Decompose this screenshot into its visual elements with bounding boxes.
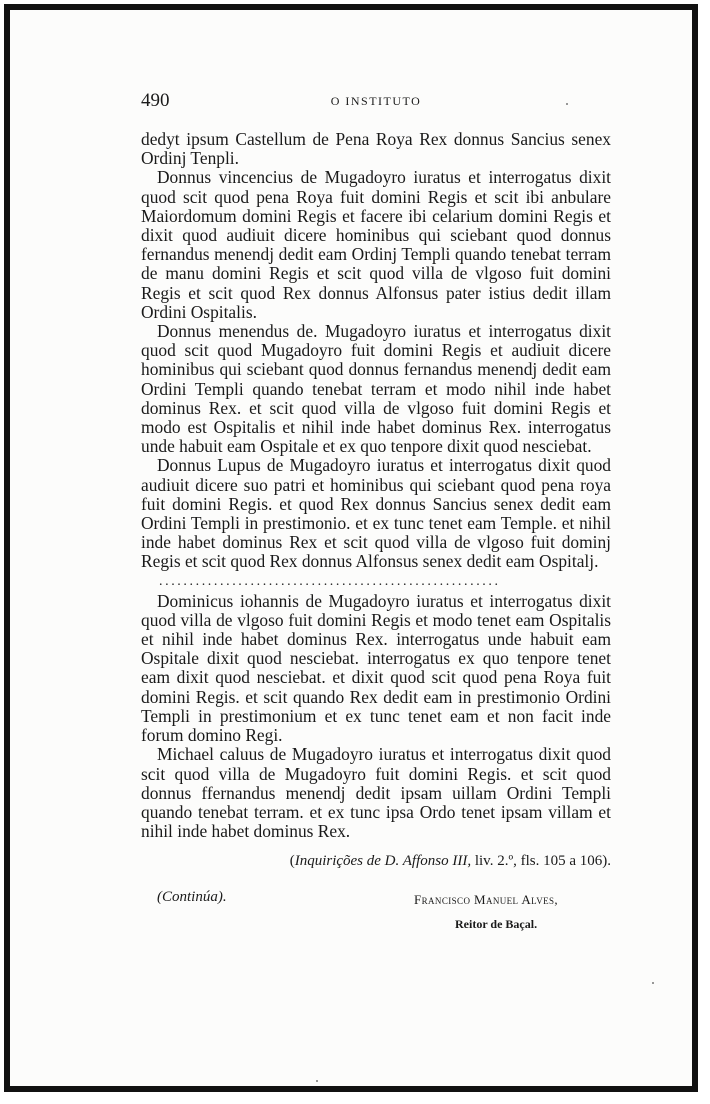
ellipsis-separator: ........................................................ bbox=[159, 573, 501, 589]
citation-details: liv. 2.º, fls. 105 a 106). bbox=[471, 853, 611, 869]
paragraph-lupus: Donnus Lupus de Mugadoyro iuratus et interrogatus dixit quod audiuit dicere suo patri et hominibus qui sciebant quod pena roya fuit domini Regis. et quod Rex donnus Sancius senex dedit eam Ordini Templi in prestimonio. et ex tunc tenet eam Temple. et nihil inde habet dominus Rex et scit quod villa de vlgoso fuit dominj Regis et scit quod Rex donnus Alfonsus senex dedit eam Ospitalj. bbox=[141, 455, 611, 572]
source-citation bbox=[290, 853, 611, 870]
citation-open-paren: ( bbox=[289, 853, 295, 869]
paragraph-continuation: dedyt ipsum Castellum de Pena Roya Rex donnus Sancius senex Ordinj Tenpli. bbox=[141, 129, 611, 169]
continued-note: (Continúa). bbox=[157, 889, 227, 905]
print-speck bbox=[652, 982, 654, 984]
print-speck bbox=[316, 1080, 318, 1082]
author-role: Reitor de Baçal. bbox=[455, 917, 538, 931]
document-body bbox=[141, 130, 611, 841]
paragraph-dominicus: Dominicus iohannis de Mugadoyro iuratus et interrogatus dixit quod villa de vlgoso fuit domini Regis et modo tenet eam Ospitalis et nihil inde habet dominus Rex. interrogatus unde habuit eam Ospitale dixit quod nesciebat. interrogatus ex quo tenpore tenet eam dixit quod nesciebat. et dixit quod scit quod pena Roya fuit domini Regis. et scit quando Rex dedit eam in prestimonio Ordini Templi in prestimonium et ex tunc tenet eam et non facit inde forum domino Regi. bbox=[141, 590, 611, 746]
print-speck bbox=[566, 103, 568, 105]
paragraph-menendus: Donnus menendus de. Mugadoyro iuratus et interrogatus dixit quod scit quod Mugadoyro fuit domini Regis et audiuit dicere hominibus qui sciebant quod donnus fernandus menendj dedit eam Ordini Templi quando tenebat terram et modo nihil inde habet dominus Rex. et scit quod villa de vlgoso fuit domini Regis et modo est Ospitalis et nihil inde habet dominus Rex. interrogatus unde habuit eam Ospitale et ex quo tenpore dixit quod nesciebat. bbox=[141, 321, 611, 457]
page-number: 490 bbox=[141, 90, 170, 111]
journal-title: O INSTITUTO bbox=[330, 94, 422, 108]
running-head bbox=[141, 90, 611, 112]
citation-title: Inquirições de D. Affonso III, bbox=[294, 853, 472, 869]
paragraph-vincencius: Donnus vincencius de Mugadoyro iuratus et interrogatus dixit quod scit quod pena Roya fuit domini Regis et scit ibi anbulare Maiordomum domini Regis et facere ibi celarium domini Regis et dixit quod audiuit dicere hominibus qui sciebant quod donnus fernandus menendj dedit eam Ordinj Templi quando tenebat terram de manu domini Regis et scit quod villa de vlgoso fuit domini Regis et scit quod Rex donnus Alfonsus pater istius dedit illam Ordini Ospitalis. bbox=[141, 167, 611, 322]
author-name: Francisco Manuel Alves, bbox=[414, 892, 559, 907]
paragraph-michael: Michael caluus de Mugadoyro iuratus et interrogatus dixit quod scit quod villa de Mugadoyro fuit domini Regis. et scit quod donnus ffernandus menendj dedit ipsam uillam Ordini Templi quando tenebat terram. et ex tunc ipsa Ordo tenet ipsam villam et nihil inde habet dominus Rex. bbox=[141, 744, 611, 842]
